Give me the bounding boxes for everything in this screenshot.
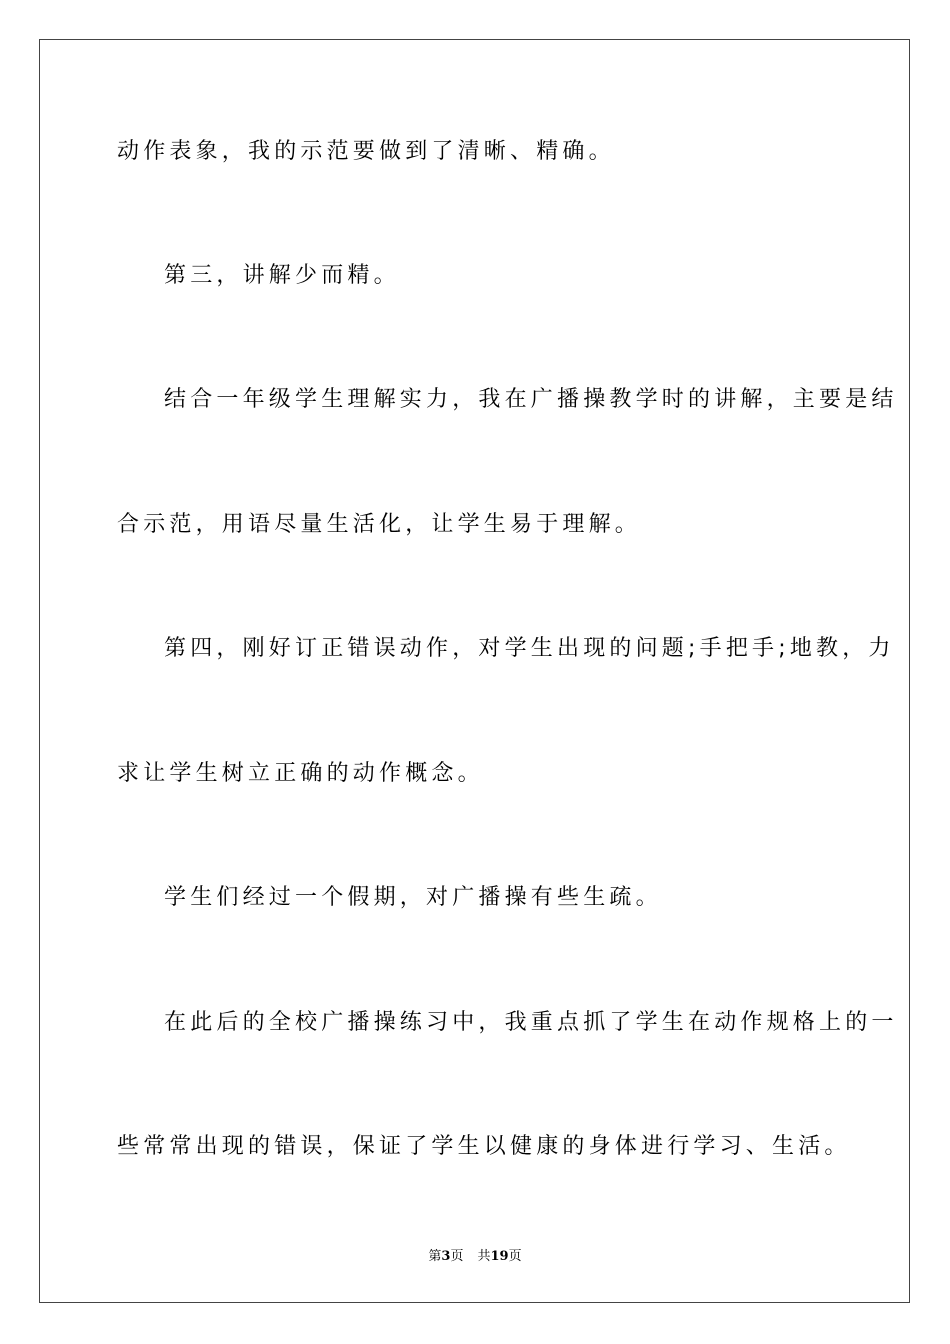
- paragraph-line-1: 动作表象，我的示范要做到了清晰、精确。: [117, 139, 615, 164]
- paragraph-line-6: 求让学生树立正确的动作概念。: [117, 761, 484, 786]
- paragraph-line-3: 结合一年级学生理解实力，我在广播操教学时的讲解，主要是结: [164, 387, 898, 412]
- page-footer: [0, 1248, 950, 1266]
- paragraph-line-7: 学生们经过一个假期，对广播操有些生疏。: [164, 885, 662, 910]
- total-prefix: 共: [477, 1249, 491, 1264]
- paragraph-line-4: 合示范，用语尽量生活化，让学生易于理解。: [117, 512, 642, 537]
- page-number: 3: [441, 1249, 451, 1264]
- paragraph-line-5: 第四，刚好订正错误动作，对学生出现的问题;手把手;地教，力: [164, 636, 895, 661]
- paragraph-line-9: 些常常出现的错误，保证了学生以健康的身体进行学习、生活。: [117, 1134, 851, 1159]
- page-prefix: 第: [428, 1249, 442, 1264]
- paragraph-line-8: 在此后的全校广播操练习中，我重点抓了学生在动作规格上的一: [164, 1010, 898, 1035]
- total-suffix: 页: [508, 1249, 522, 1264]
- total-pages: 19: [490, 1249, 509, 1264]
- page-border: [39, 39, 910, 1303]
- paragraph-line-2: 第三，讲解少而精。: [164, 263, 400, 288]
- page-suffix: 页: [450, 1249, 464, 1264]
